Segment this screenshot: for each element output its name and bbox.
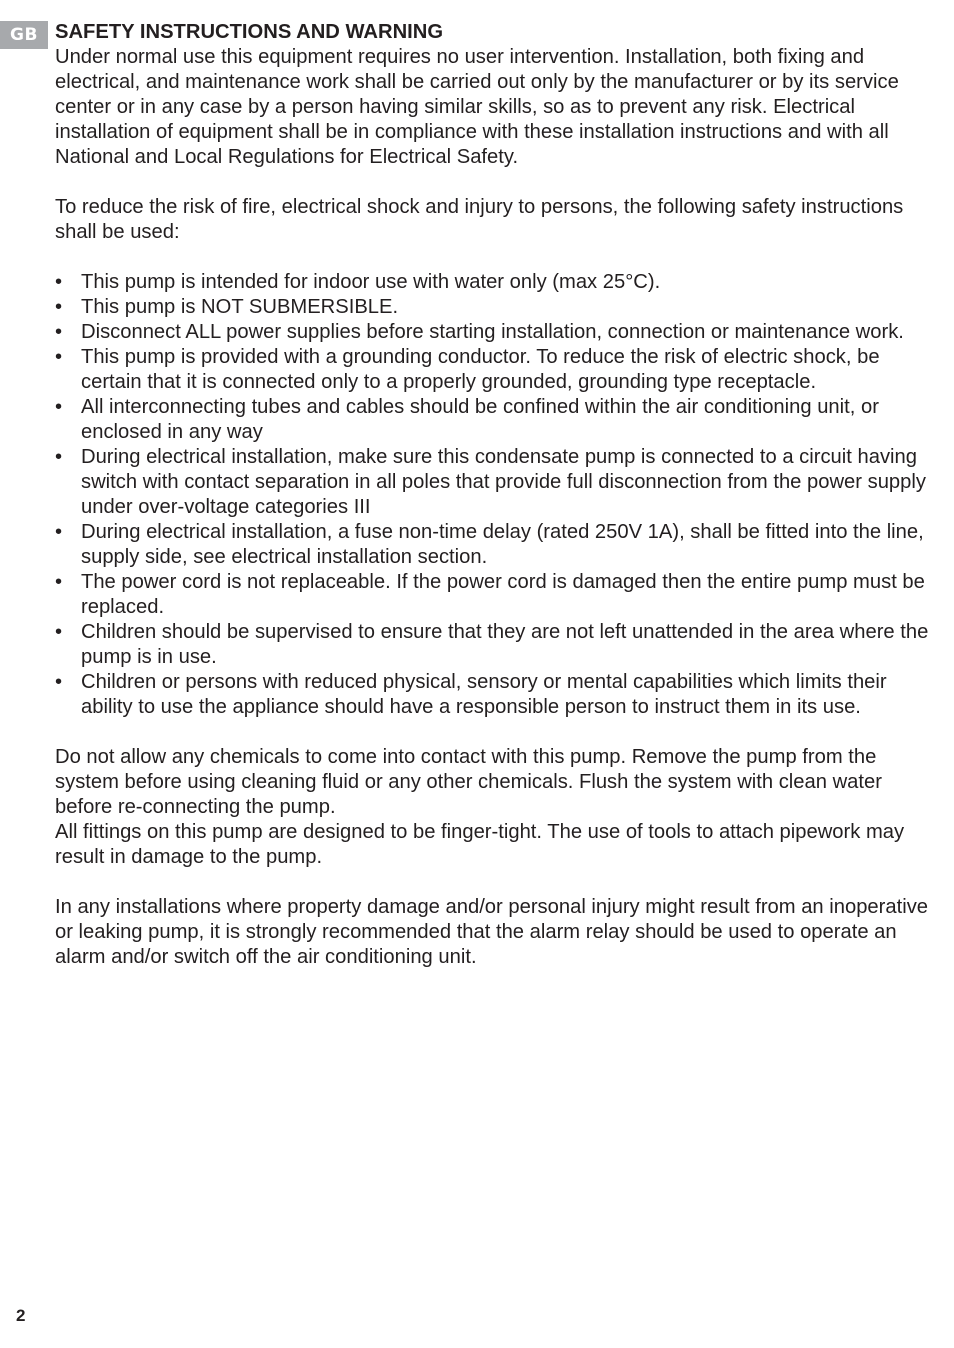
bullet-icon: • [55, 671, 63, 693]
list-item-text: Children or persons with reduced physical, sensory or mental capabilities which limits their ability to use the appliance should have a responsible person to instruct them in its use. [81, 671, 887, 718]
list-item [55, 445, 935, 520]
list-item [55, 295, 935, 320]
safety-instructions-list [55, 270, 935, 720]
list-item-text: This pump is provided with a grounding conductor. To reduce the risk of electric shock, be certain that it is connected only to a properly grounded, grounding type receptacle. [81, 346, 880, 393]
language-tab: GB [0, 21, 48, 49]
list-item [55, 345, 935, 395]
chemicals-paragraph: Do not allow any chemicals to come into contact with this pump. Remove the pump from the system before using cleaning fluid or any other chemicals. Flush the system with clean water before re-connecting the pump. [55, 746, 882, 818]
list-item-text: This pump is NOT SUBMERSIBLE. [81, 296, 399, 318]
paragraph-spacer [55, 170, 935, 195]
bullet-icon: • [55, 321, 63, 343]
list-item [55, 320, 935, 345]
list-item-text: The power cord is not replaceable. If the power cord is damaged then the entire pump must be replaced. [81, 571, 925, 618]
list-item [55, 520, 935, 570]
document-body [55, 20, 935, 970]
fittings-paragraph: All fittings on this pump are designed to be finger-tight. The use of tools to attach pipework may result in damage to the pump. [55, 821, 905, 868]
list-item-text: Children should be supervised to ensure that they are not left unattended in the area where the pump is in use. [81, 621, 929, 668]
list-item-text: Disconnect ALL power supplies before starting installation, connection or maintenance work. [81, 321, 904, 343]
bullet-icon: • [55, 296, 63, 318]
bullet-icon: • [55, 446, 63, 468]
list-item [55, 270, 935, 295]
paragraph-spacer [55, 720, 935, 745]
lead-in-paragraph: To reduce the risk of fire, electrical shock and injury to persons, the following safety instructions shall be used: [55, 196, 904, 243]
list-item [55, 570, 935, 620]
section-title: SAFETY INSTRUCTIONS AND WARNING [55, 21, 444, 43]
intro-paragraph: Under normal use this equipment requires no user intervention. Installation, both fixing and electrical, and maintenance work shall be carried out only by the manufacturer or by its service center or in any case by a person having similar skills, so as to prevent any risk. Electrical installation of equipment shall be in compliance with these installation instructions and with all National and Local Regulations for Electrical Safety. [55, 46, 899, 168]
list-item [55, 620, 935, 670]
bullet-icon: • [55, 271, 63, 293]
list-item-text: During electrical installation, a fuse non-time delay (rated 250V 1A), shall be fitted into the line, supply side, see electrical installation section. [81, 521, 924, 568]
bullet-icon: • [55, 621, 63, 643]
list-item [55, 670, 935, 720]
alarm-paragraph: In any installations where property damage and/or personal injury might result from an inoperative or leaking pump, it is strongly recommended that the alarm relay should be used to operate an alarm and/or switch off the air conditioning unit. [55, 896, 929, 968]
paragraph-spacer [55, 245, 935, 270]
list-item [55, 395, 935, 445]
page-number: 2 [16, 1306, 26, 1325]
list-item-text: All interconnecting tubes and cables should be confined within the air conditioning unit, or enclosed in any way [81, 396, 879, 443]
bullet-icon: • [55, 521, 63, 543]
bullet-icon: • [55, 571, 63, 593]
paragraph-spacer [55, 870, 935, 895]
bullet-icon: • [55, 346, 63, 368]
list-item-text: This pump is intended for indoor use with water only (max 25°C). [81, 271, 661, 293]
list-item-text: During electrical installation, make sure this condensate pump is connected to a circuit having switch with contact separation in all poles that provide full disconnection from the power supply under over-voltage categories III [81, 446, 926, 518]
bullet-icon: • [55, 396, 63, 418]
